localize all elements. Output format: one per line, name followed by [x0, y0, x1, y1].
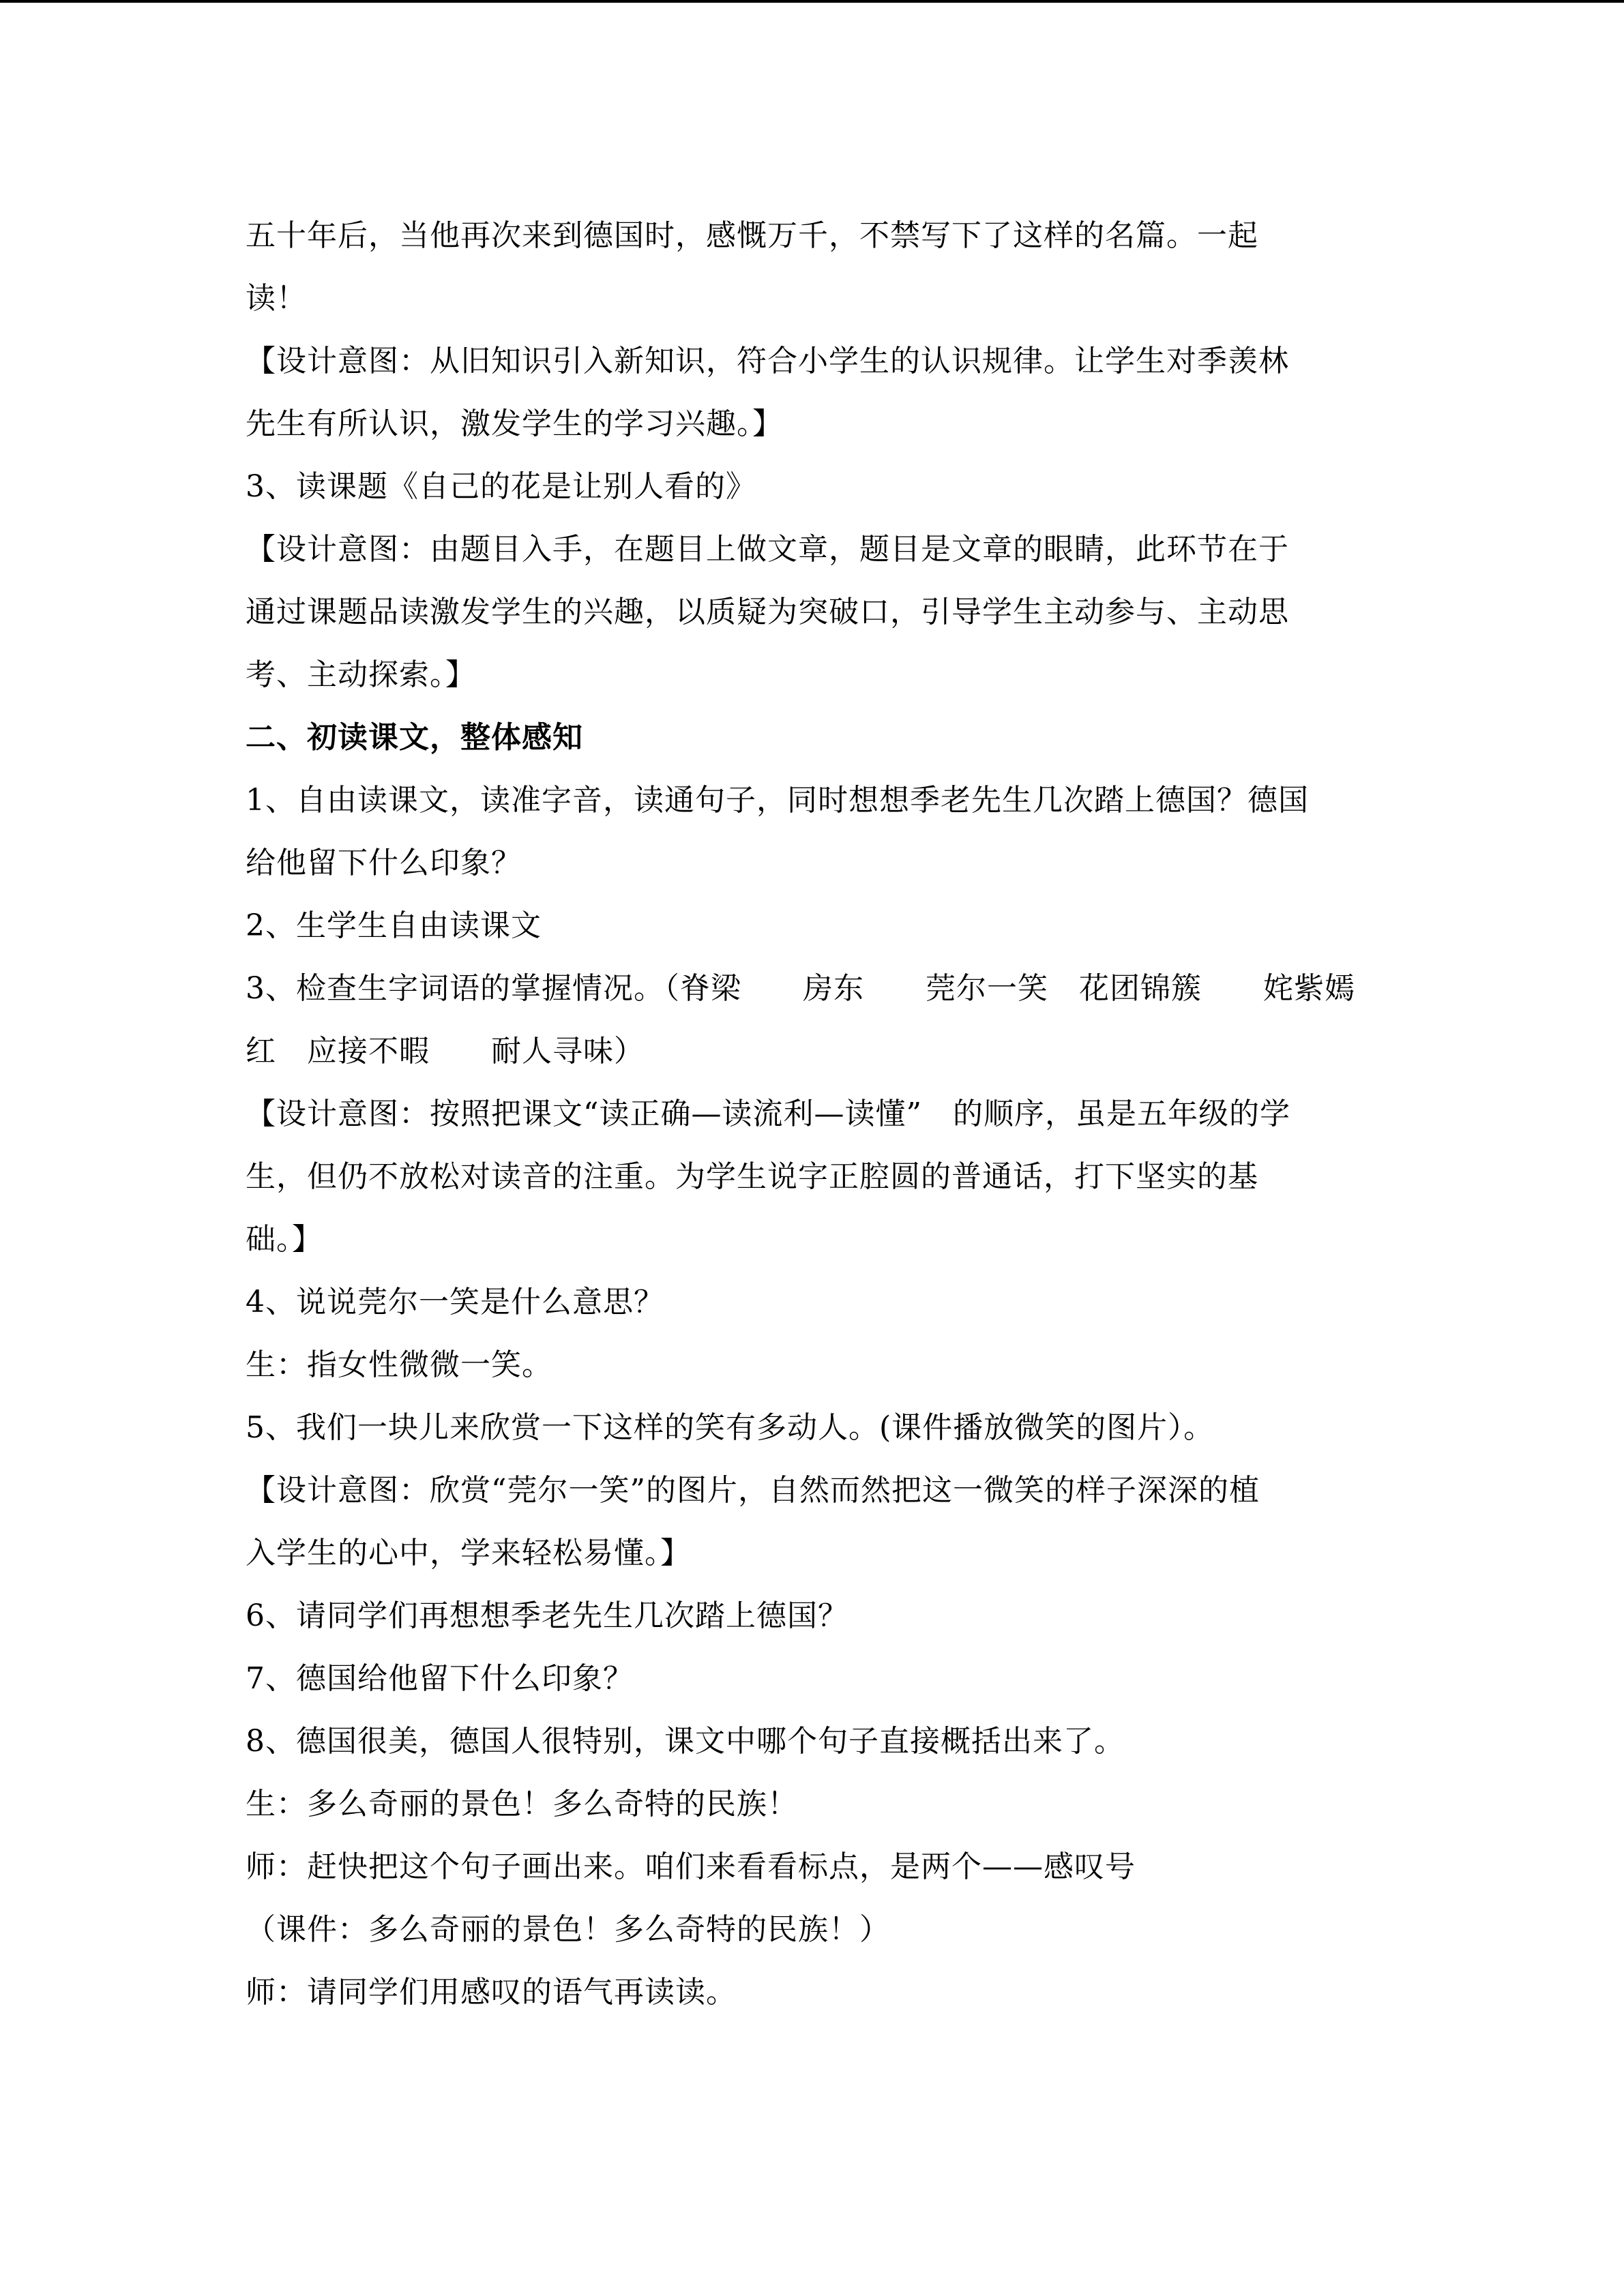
text-line: 6、请同学们再想想季老先生几次踏上德国？: [246, 1598, 848, 1633]
text-line: 4、说说莞尔一笑是什么意思？: [246, 1285, 664, 1320]
text-line: 2、生学生自由读课文: [246, 908, 542, 943]
text-line: 【设计意图：由题目入手，在题目上做文章，题目是文章的眼睛，此环节在于: [246, 532, 1289, 567]
text-line: 5、我们一块儿来欣赏一下这样的笑有多动人。(课件播放微笑的图片）。: [246, 1410, 1215, 1445]
text-line: 3、读课题《自己的花是让别人看的》: [246, 469, 756, 504]
text-line: 先生有所认识，激发学生的学习兴趣。】: [246, 406, 783, 441]
text-line: 通过课题品读激发学生的兴趣，以质疑为突破口，引导学生主动参与、主动思: [246, 595, 1289, 629]
text-line: 8、德国很美，德国人很特别，课文中哪个句子直接概括出来了。: [246, 1724, 1125, 1759]
text-line: 3、检查生字词语的掌握情况。（脊梁 房东 莞尔一笑 花团锦簇 姹紫嫣: [246, 971, 1355, 1006]
text-line: 师：赶快把这个句子画出来。咱们来看看标点，是两个——感叹号: [246, 1849, 1136, 1884]
text-line: 生：指女性微微一笑。: [246, 1347, 552, 1382]
text-line: 7、德国给他留下什么印象？: [246, 1661, 634, 1696]
text-line: 【设计意图：欣赏“莞尔一笑”的图片，自然而然把这一微笑的样子深深的植: [246, 1473, 1260, 1508]
text-line: 【设计意图：按照把课文“读正确—读流利—读懂” 的顺序，虽是五年级的学: [246, 1097, 1290, 1131]
text-line: （课件：多么奇丽的景色！多么奇特的民族！）: [246, 1912, 890, 1947]
text-line: 红 应接不暇 耐人寻味）: [246, 1034, 645, 1069]
text-line: 础。】: [246, 1222, 323, 1257]
text-line: 入学生的心中，学来轻松易懂。】: [246, 1536, 691, 1570]
section-heading: 二、初读课文，整体感知: [246, 720, 583, 755]
text-line: 师：请同学们用感叹的语气再读读。: [246, 1975, 737, 2010]
text-line: 考、主动探索。】: [246, 657, 476, 692]
text-line: 五十年后，当他再次来到德国时，感慨万千，不禁写下了这样的名篇。一起: [246, 218, 1258, 253]
text-line: 读！: [246, 281, 307, 316]
document-page: [246, 205, 1391, 2024]
text-line: 生：多么奇丽的景色！多么奇特的民族！: [246, 1787, 798, 1821]
top-border: [0, 0, 1624, 3]
text-line: 1、自由读课文，读准字音，读通句子，同时想想季老先生几次踏上德国？德国: [246, 783, 1309, 818]
text-line: 【设计意图：从旧知识引入新知识，符合小学生的认识规律。让学生对季羡林: [246, 344, 1289, 378]
text-line: 给他留下什么印象？: [246, 846, 522, 880]
text-line: 生，但仍不放松对读音的注重。为学生说字正腔圆的普通话，打下坚实的基: [246, 1159, 1258, 1194]
